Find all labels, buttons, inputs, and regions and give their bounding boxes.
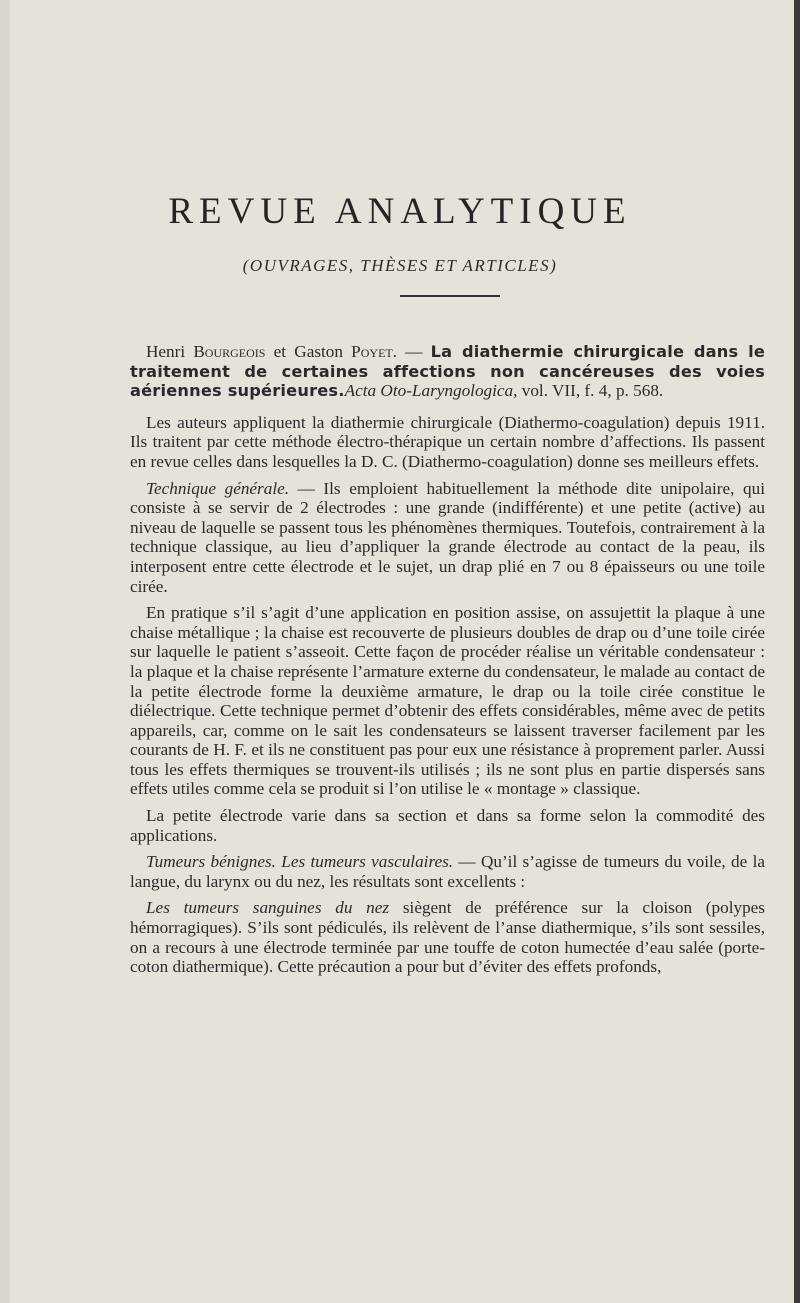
page-subtitle: (OUVRAGES, THÈSES ET ARTICLES) [242,256,558,275]
authors-prefix: Henri [146,342,194,361]
page-title: REVUE ANALYTIQUE [168,191,632,232]
paragraph-pratique: En pratique s’il s’agit d’une application en position assise, on assujettit la plaque à une chaise métallique ; la chaise est recouverte de plusieurs doubles de drap ou d’une toile cirée sur laquelle le patient s’asseoit. Cette façon de procéder réalise un véritable condensateur : la plaque et la chaise représente l’armature externe du condensateur, le malade au contact de la petite électrode forme la deuxième armature, le drap ou la toile cirée constitue le diélectrique. Cette technique permet d’obtenir des effets considérables, même avec de petits appareils, car, comme on le sait les condensateurs se laissent traverser facilement par les courants de H. F. et ils ne constituent pas pour eux une résistance à proprement parler. Aussi tous les effets thermiques se trouvent-ils utilisés ; ils ne sont plus en partie dispersés sans effets utiles comme cela se produit si l’on utilise le « montage » classique. [130,603,765,799]
paragraph-intro: Les auteurs appliquent la diathermie chirurgicale (Diathermo-coagulation) depuis 1911. Ils traitent par cette méthode électro-thérapique un certain nombre d’affections. Ils passent en revue celles dans lesquelles la D. C. (Diathermo-coagulation) donne ses meilleurs effets. [130,412,765,471]
section-heading-technique: Technique générale. [146,478,290,498]
author2-surname: Poyet [351,342,393,361]
section-heading-tumeurs: Tumeurs bénignes. Les tumeurs vasculaires. [146,852,454,872]
bibliographic-reference [130,342,765,401]
citation: vol. VII, f. 4, p. 568. [517,381,664,401]
section-heading-sanguines: Les tumeurs sanguines du nez [146,898,390,918]
paragraph-sanguines-text: siègent de préférence sur la cloison (polypes hémorragiques). S’ils sont pédiculés, ils relèvent de l’anse diathermique, s’ils sont sessiles, on a recours à une électrode terminée par une touffe de coton humectée d’eau salée (porte-coton diathermique). Cette précaution a pour but d’éviter des effets profonds, [130,898,765,977]
paragraph-technique [130,479,765,597]
article-title: La diathermie chirurgicale dans le traitement de certaines affections non cancéreuses des voies aériennes supérieures. [130,342,765,401]
journal-name: Acta Oto-Laryngologica, [344,381,518,401]
authors-between: et Gaston [265,342,352,361]
paragraph-tumeurs-sanguines [130,898,765,976]
divider-rule [400,295,500,297]
reference-dash: . — [392,342,431,361]
paragraph-technique-text: — Ils emploient habituellement la méthode dite unipolaire, qui consiste à se servir de 2 électrodes : une grande (indifférente) et une petite (active) au niveau de laquelle se passent tous les phénomènes thermiques. Toutefois, contrairement à la technique classique, au lieu d’appliquer la grande électrode au contact de la peau, ils interposent entre cette électrode et le sujet, un drap plié en 7 ou 8 épaisseurs ou une toile cirée. [130,478,765,596]
paragraph-tumeurs [130,852,765,891]
paragraph-tumeurs-text: — Qu’il s’agisse de tumeurs du voile, de la langue, du larynx ou du nez, les résultats sont excellents : [130,852,765,891]
author1-surname: Bourgeois [193,342,266,361]
paragraph-electrode: La petite électrode varie dans sa section et dans sa forme selon la commodité des applications. [130,806,765,845]
article-body [130,342,765,984]
